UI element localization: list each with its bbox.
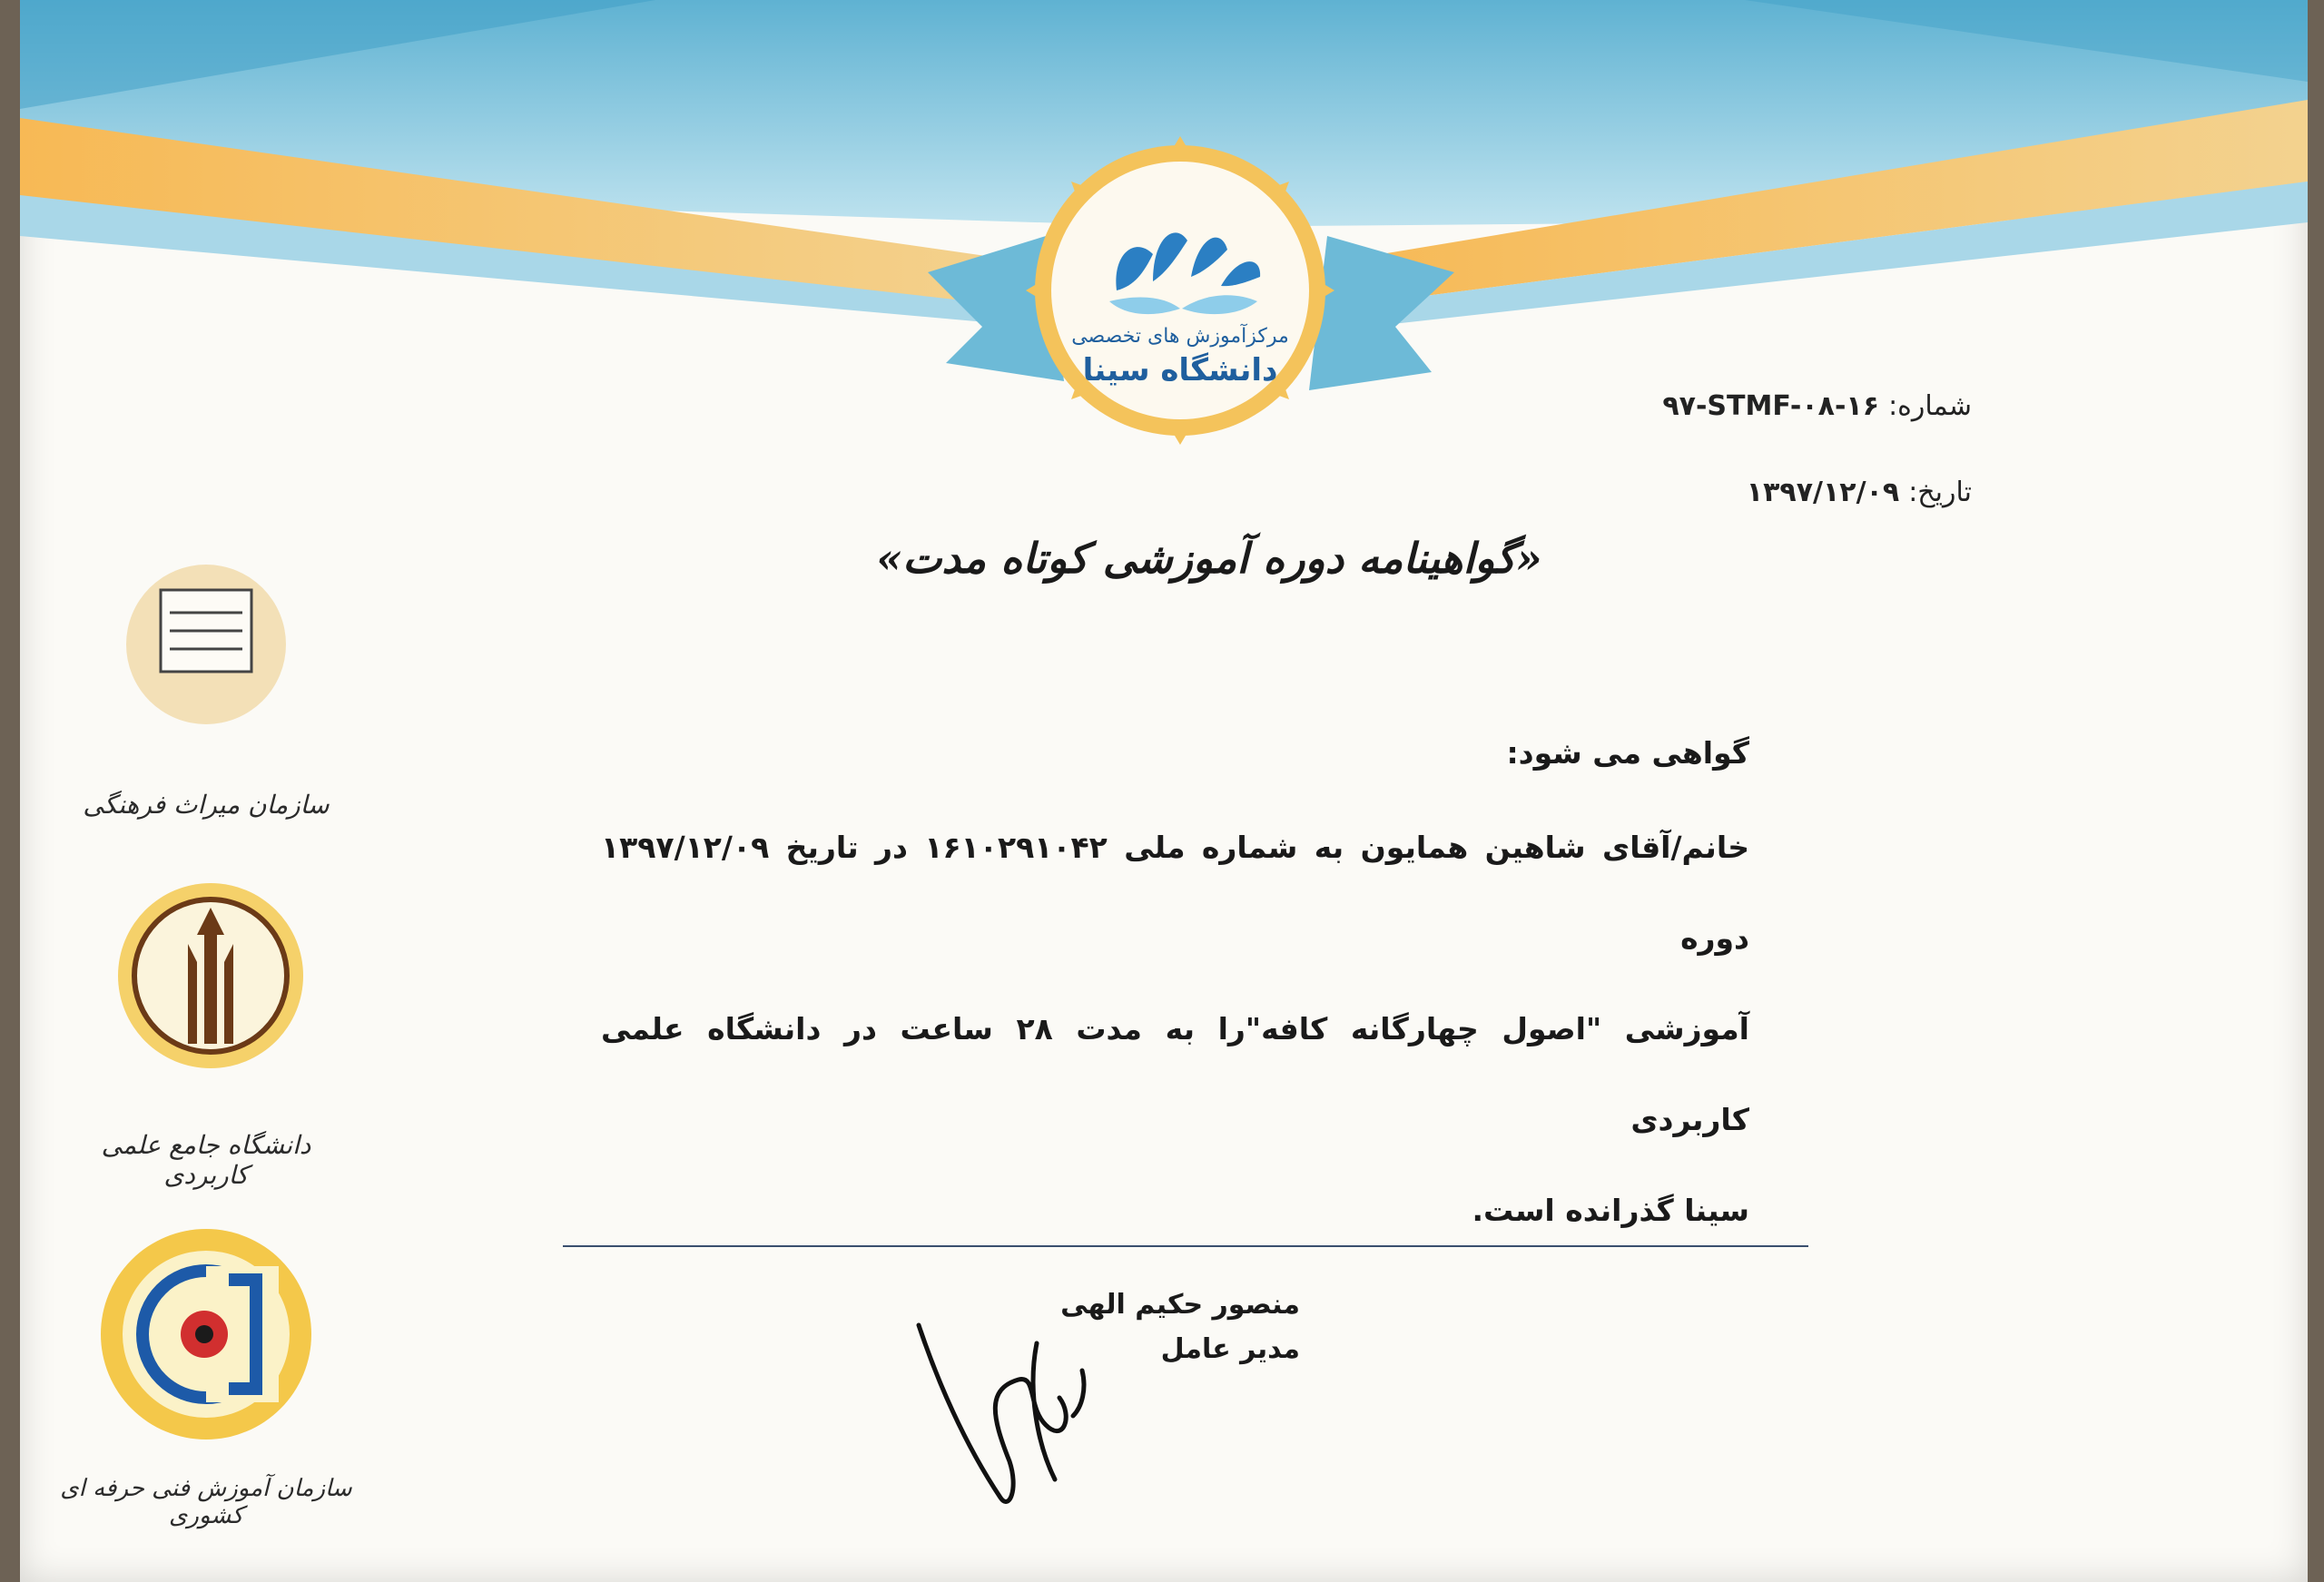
body-line-2: آموزشی "اصول چهارگانه کافه"را به مدت ۲۸ ساعت در دانشگاه علمی کاربردی [601,1011,1749,1137]
partner-logos-column [56,526,356,1561]
sina-seal-logo [1026,136,1334,445]
signature-divider [563,1245,1808,1247]
certificate-body [601,708,1749,1256]
signer-role: مدیر عامل [1160,1333,1300,1365]
tvto-caption: سازمان آموزش فنی حرفه ای کشوری [60,1475,352,1529]
date-value: ۱۳۹۷/۱۲/۰۹ [1746,477,1900,508]
certificate-number [1662,390,1972,422]
signer-name: منصور حکیم الهی [1060,1289,1300,1321]
heritage-box-logo [120,563,292,726]
uast-logo [115,880,306,1071]
body-lead: گواهی می شود: [1506,735,1749,771]
number-value: ۹۷-STMF-۰۸-۱۶ [1662,390,1880,422]
uast-caption: دانشگاه جامع علمی کاربردی [101,1130,311,1190]
handwritten-signature [901,1307,1100,1525]
certificate-date [1747,477,1972,508]
body-line-3: سینا گذرانده است. [1472,1193,1749,1228]
date-label: تاریخ: [1908,477,1972,508]
seal-subtitle: مرکزآموزش های تخصصی [1071,325,1289,348]
body-line-1: خانم/آقای شاهین همایون به شماره ملی ۱۶۱۰۲۹۱۰۴۲ در تاریخ ۱۳۹۷/۱۲/۰۹ دوره [601,830,1749,956]
seal-title: دانشگاه سینا [1082,352,1278,388]
certificate-paper [20,0,2308,1582]
certificate-title: «گواهینامه دوره آموزشی کوتاه مدت» [876,534,1542,583]
tvto-logo [97,1225,315,1443]
heritage-caption: سازمان میراث فرهنگی [83,790,330,820]
number-label: شماره: [1888,390,1972,422]
